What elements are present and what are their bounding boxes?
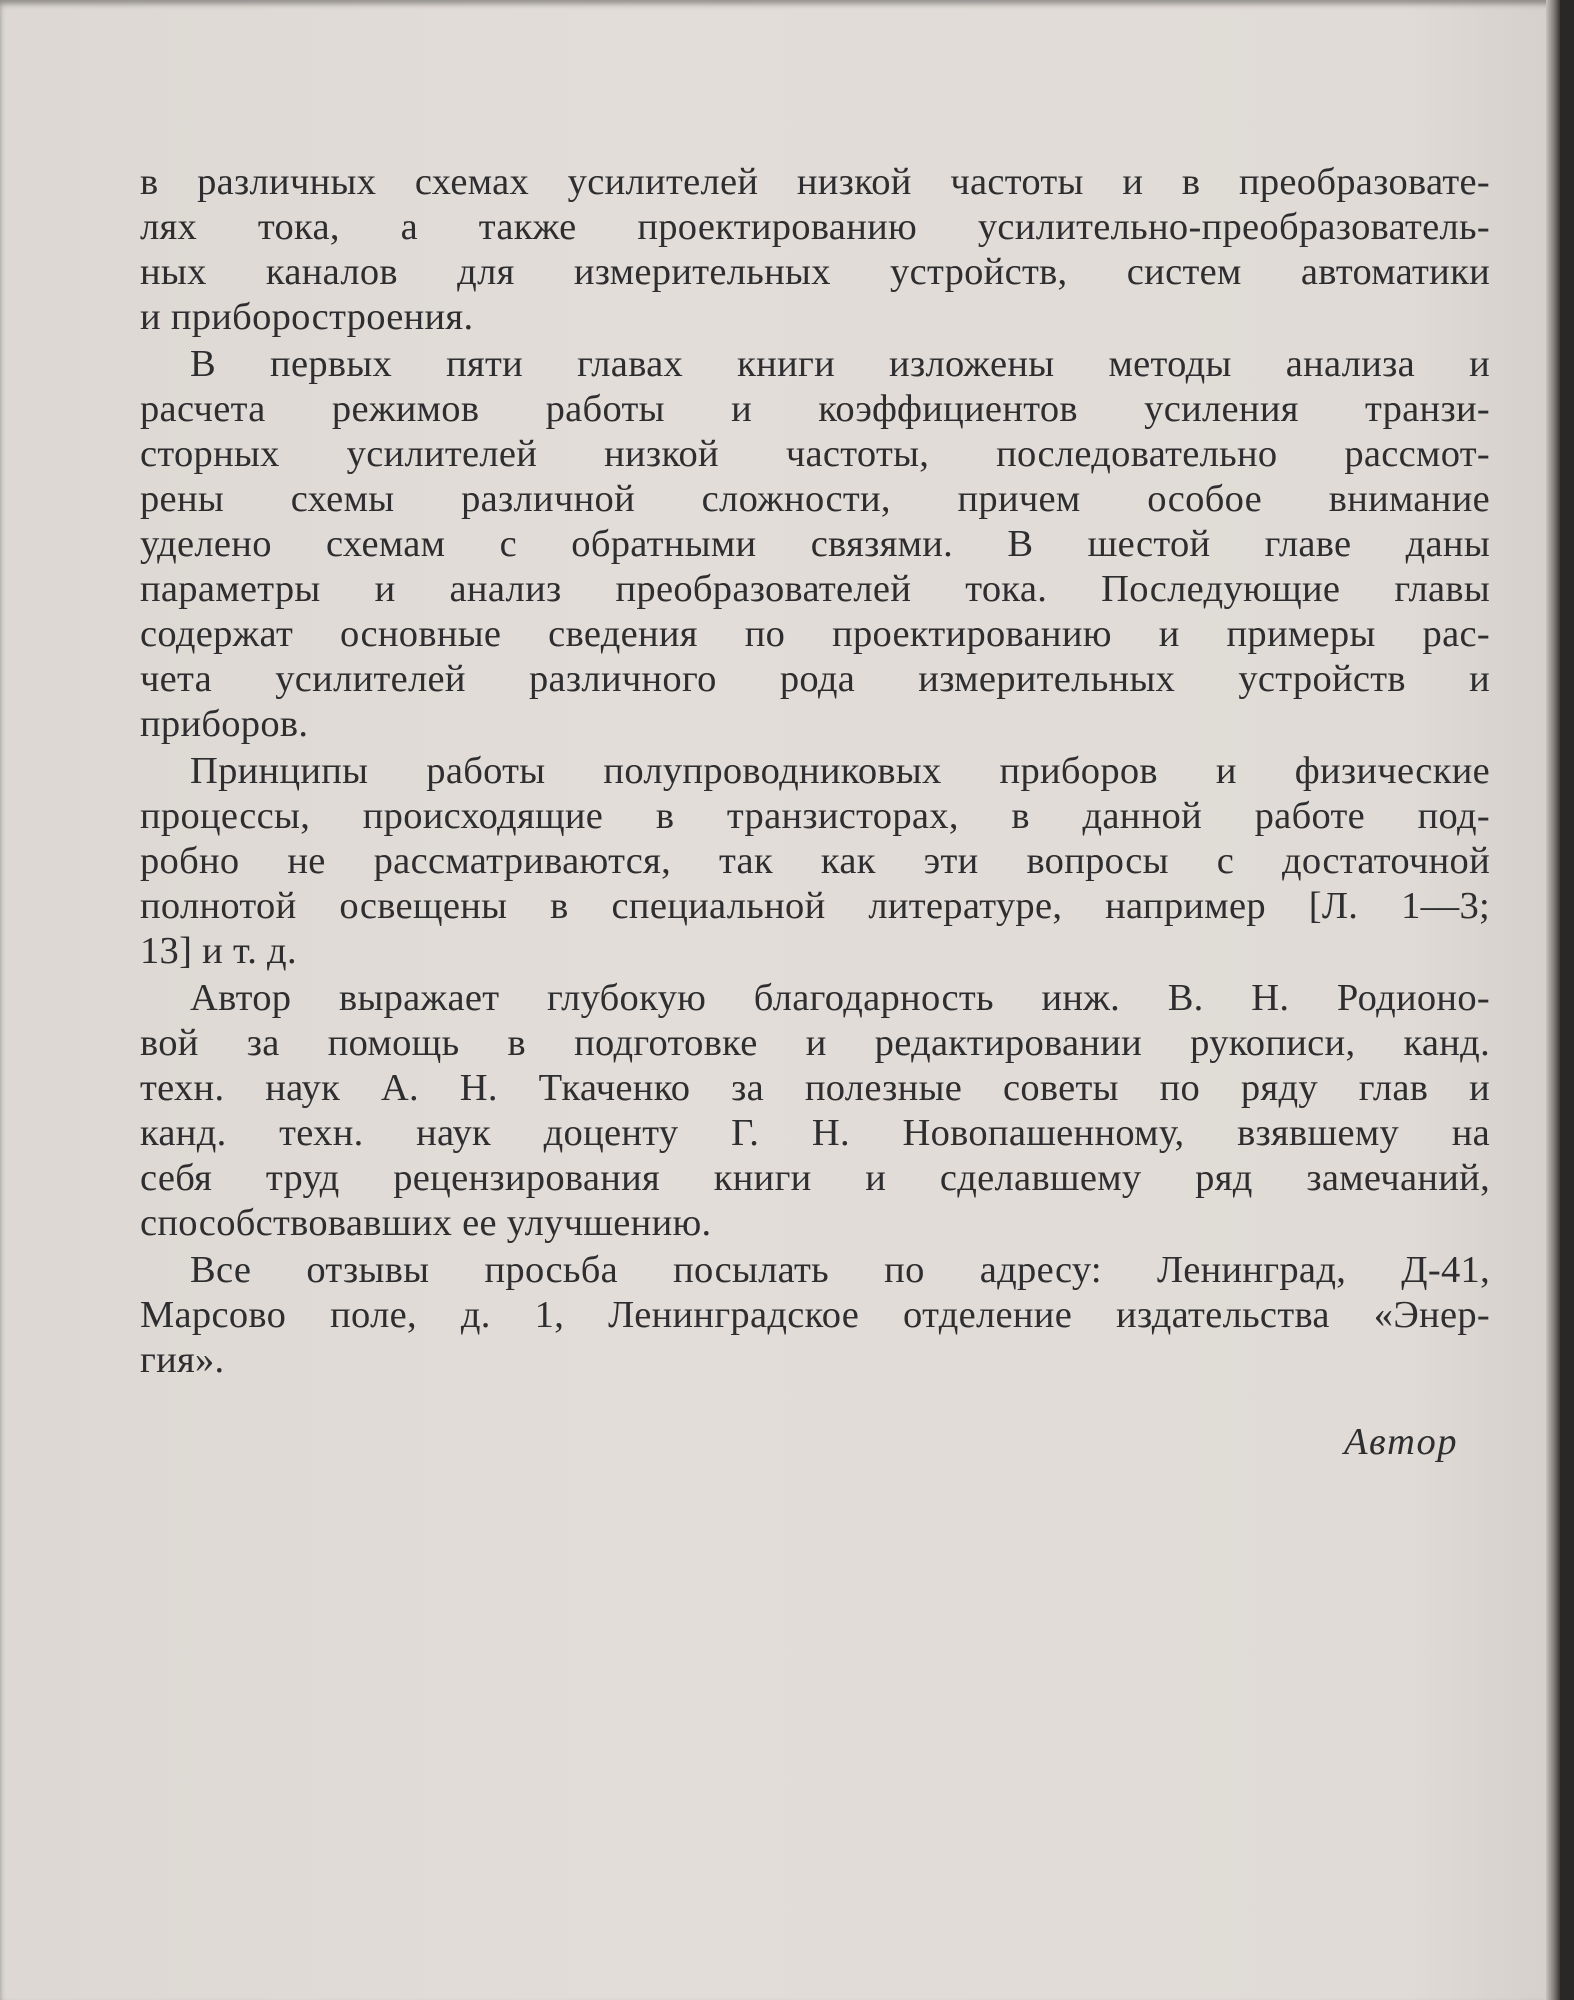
paragraph-3 [140,749,1490,974]
text-line: сторных усилителей низкой частоты, последовательно рассмот- [140,433,1490,475]
text-line: и приборостроения. [140,296,474,338]
text-line: содержат основные сведения по проектированию и примеры рас- [140,613,1490,655]
text-line: себя труд рецензирования книги и сделавшему ряд замечаний, [140,1157,1490,1199]
paragraph-5 [140,1248,1490,1383]
text-line: 13] и т. д. [140,930,297,972]
text-line: Автор выражает глубокую благодарность инж. В. Н. Родионо- [190,977,1490,1019]
text-line: расчета режимов работы и коэффициентов усиления транзи- [140,388,1490,430]
body-text [140,160,1490,1383]
text-line: вой за помощь в подготовке и редактировании рукописи, канд. [140,1022,1490,1064]
text-line: робно не рассматриваются, так как эти вопросы с достаточной [140,840,1490,882]
paragraph-2 [140,342,1490,747]
text-line: чета усилителей различного рода измерительных устройств и [140,658,1490,700]
text-line: уделено схемам с обратными связями. В шестой главе даны [140,523,1490,565]
text-line: полнотой освещены в специальной литературе, например [Л. 1—3; [140,885,1490,927]
text-line: Марсово поле, д. 1, Ленинградское отделение издательства «Энер- [140,1294,1490,1336]
paragraph-1 [140,160,1490,340]
text-line: канд. техн. наук доценту Г. Н. Новопашенному, взявшему на [140,1112,1490,1154]
page-edge-shadow [1546,0,1560,2000]
text-line: параметры и анализ преобразователей тока. Последующие главы [140,568,1490,610]
author-signature: Автор [1343,1421,1458,1463]
text-line: ных каналов для измерительных устройств, систем автоматики [140,251,1490,293]
paragraph-4 [140,976,1490,1246]
text-line: лях тока, а также проектированию усилительно-преобразователь- [140,206,1490,248]
text-line: Все отзывы просьба посылать по адресу: Ленинград, Д-41, [190,1249,1490,1291]
text-line: приборов. [140,703,309,745]
text-line: техн. наук А. Н. Ткаченко за полезные советы по ряду глав и [140,1067,1490,1109]
text-line: гия». [140,1339,225,1381]
text-line: в различных схемах усилителей низкой частоты и в преобразовате- [140,161,1490,203]
text-line: рены схемы различной сложности, причем особое внимание [140,478,1490,520]
text-line: Принципы работы полупроводниковых приборов и физические [190,750,1490,792]
text-line: В первых пяти главах книги изложены методы анализа и [190,343,1490,385]
text-line: способствовавших ее улучшению. [140,1202,712,1244]
text-line: процессы, происходящие в транзисторах, в данной работе под- [140,795,1490,837]
